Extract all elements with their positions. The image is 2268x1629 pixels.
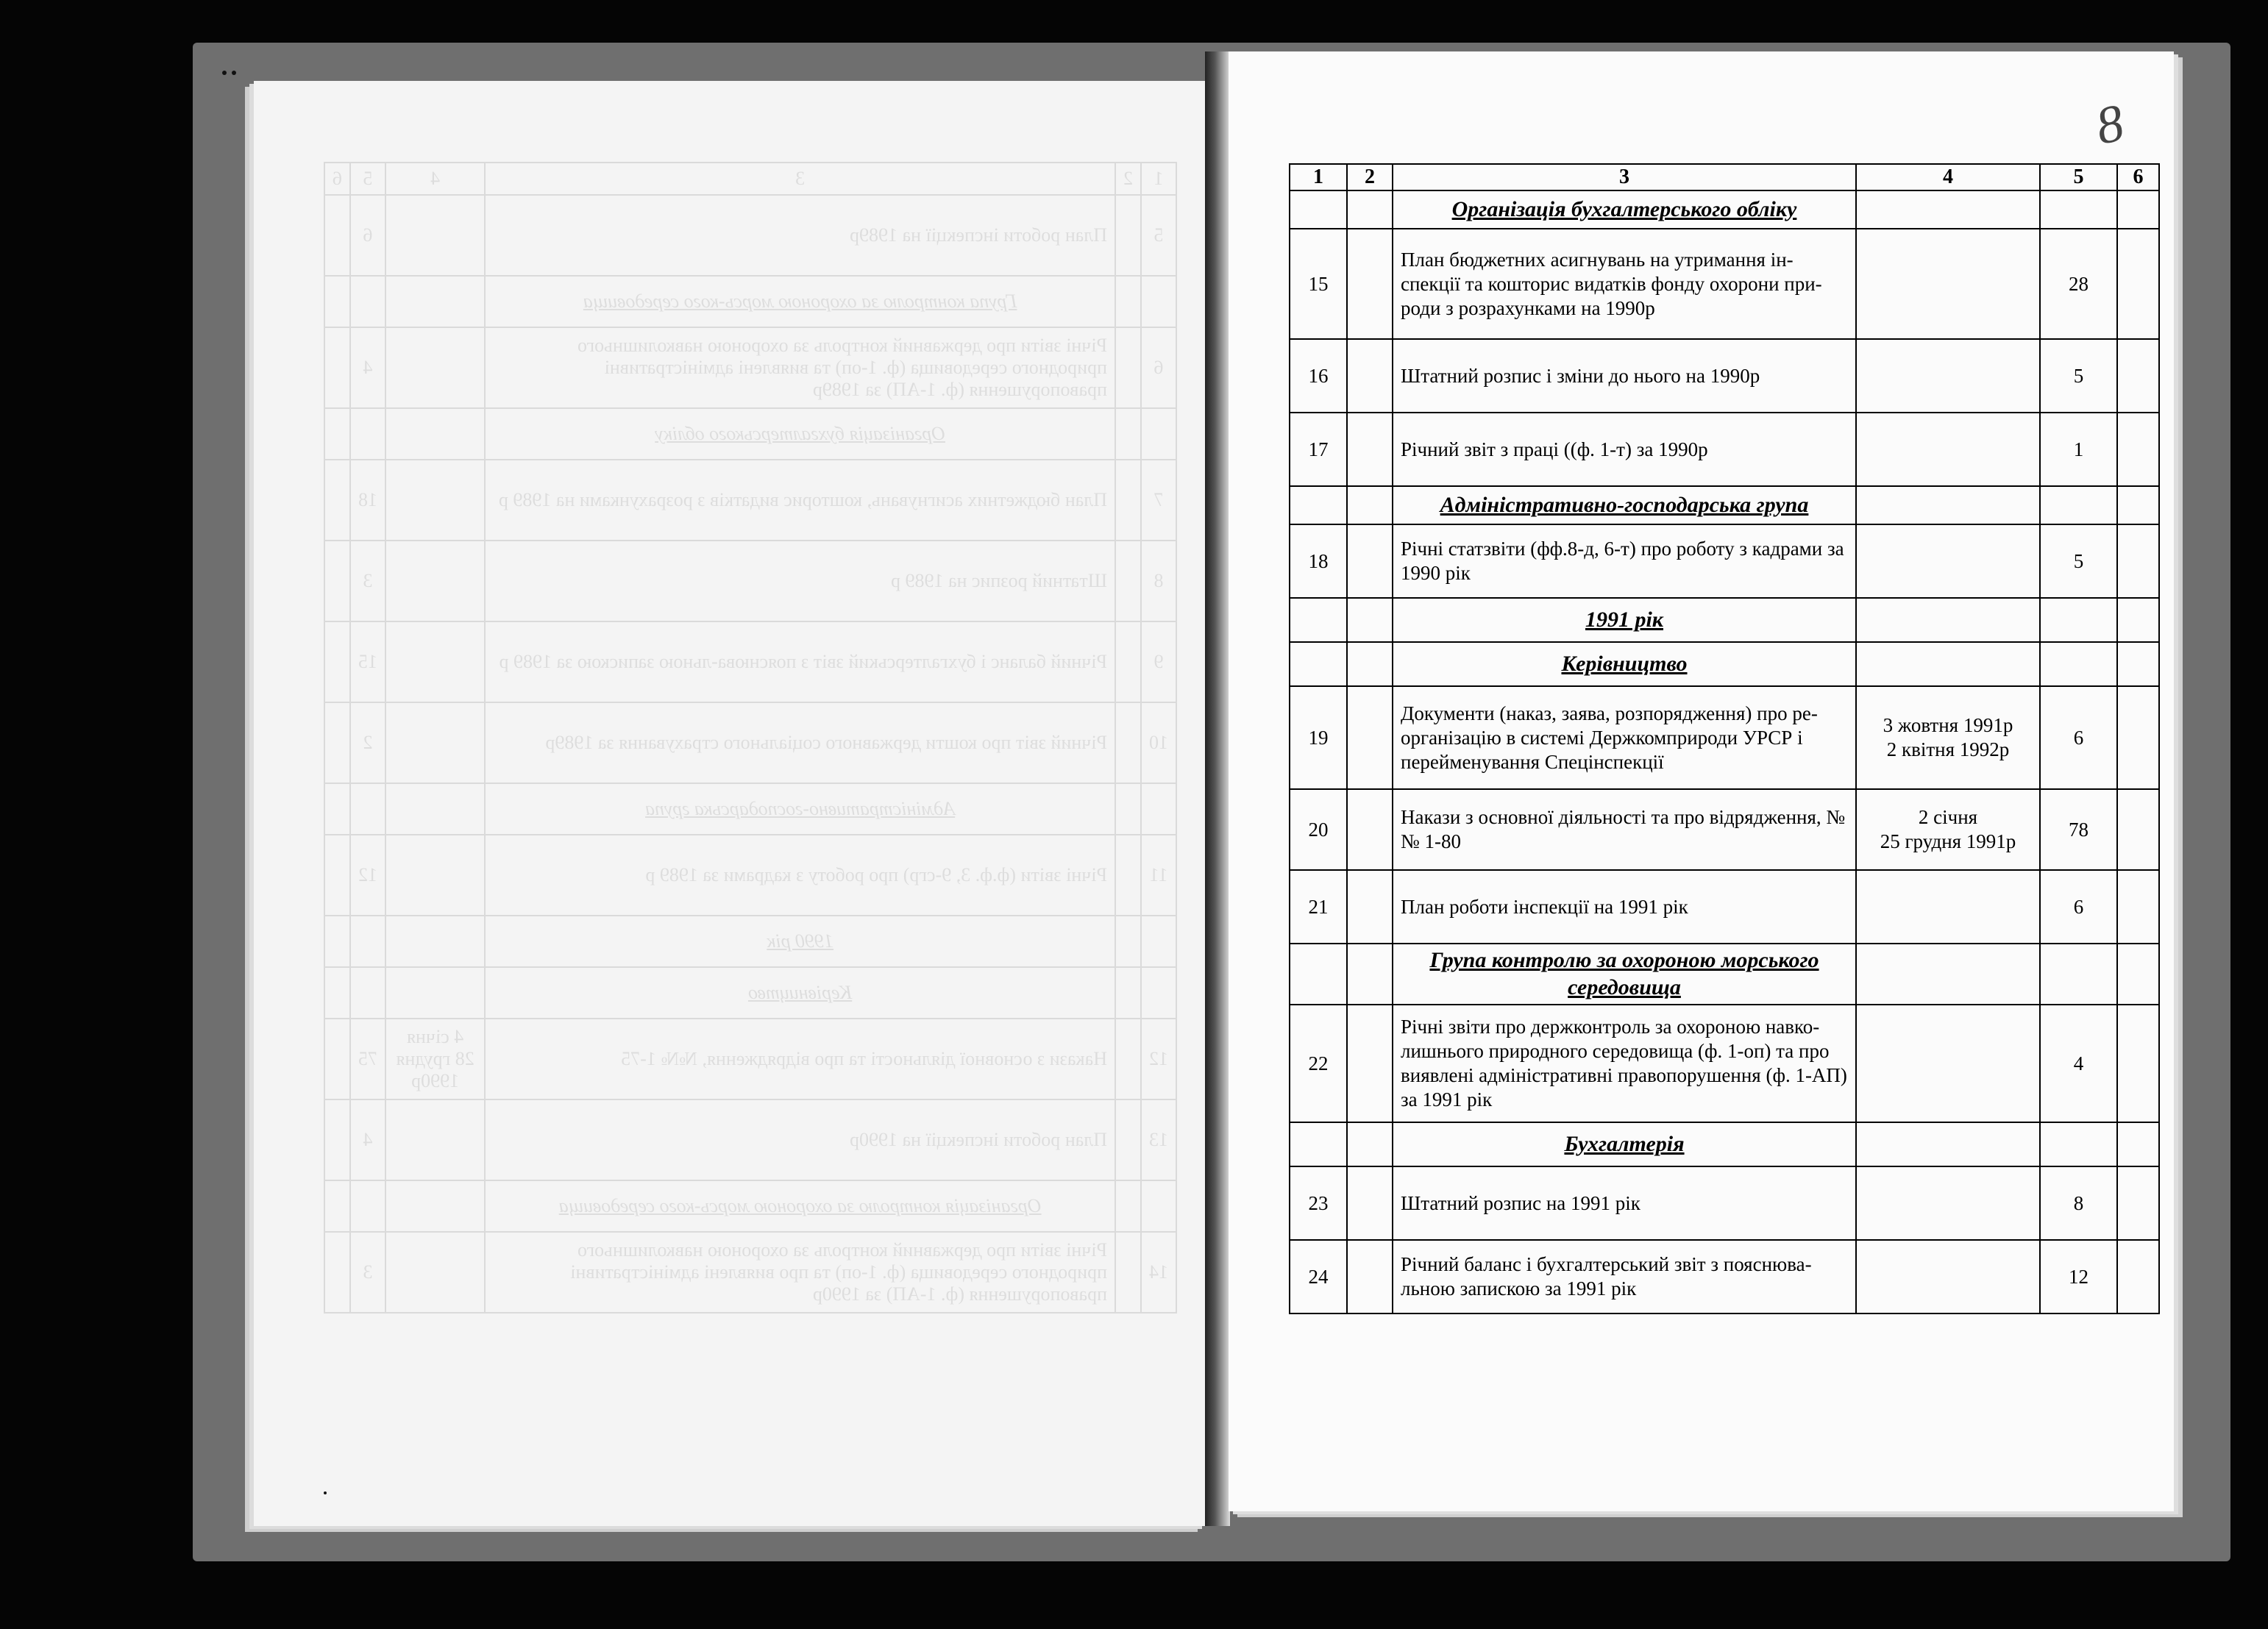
ghost-cell: 15 bbox=[350, 621, 385, 702]
ghost-cell: 75 bbox=[350, 1019, 385, 1099]
item-title-cell: Документи (наказ, заява, розпорядження) про ре-організацію в системі Держкомприроди УРСР і перейменування Спецінспекції bbox=[1393, 686, 1856, 789]
ghost-cell bbox=[385, 702, 485, 783]
ghost-cell bbox=[1115, 327, 1141, 408]
ghost-cell bbox=[1141, 916, 1176, 967]
ghost-row bbox=[324, 621, 1176, 702]
item-sheets-cell: 6 bbox=[2040, 686, 2117, 789]
ghost-cell: 9 bbox=[1141, 621, 1176, 702]
item-notes-cell bbox=[2117, 229, 2159, 339]
ghost-cell bbox=[385, 916, 485, 967]
table-row bbox=[1290, 1240, 2159, 1313]
item-number-cell: 16 bbox=[1290, 339, 1347, 413]
item-notes-cell bbox=[2117, 870, 2159, 944]
section-heading-row bbox=[1290, 944, 2159, 1005]
item-dates-cell bbox=[1856, 1240, 2040, 1313]
col2-cell bbox=[1347, 1166, 1393, 1240]
ghost-cell: Організація бухгалтерського обліку bbox=[485, 408, 1115, 460]
ghost-header-cell: 6 bbox=[324, 163, 350, 195]
table-row bbox=[1290, 870, 2159, 944]
item-number-cell: 22 bbox=[1290, 1005, 1347, 1122]
ghost-cell: 8 bbox=[1141, 541, 1176, 621]
table-row bbox=[1290, 1166, 2159, 1240]
empty-cell bbox=[2040, 642, 2117, 686]
item-sheets-cell: 5 bbox=[2040, 524, 2117, 598]
empty-cell bbox=[2117, 944, 2159, 1005]
section-title: Організація бухгалтерського обліку bbox=[1393, 190, 1856, 229]
ghost-cell bbox=[1141, 967, 1176, 1019]
ghost-cell bbox=[350, 408, 385, 460]
ghost-cell bbox=[385, 195, 485, 276]
ghost-row bbox=[324, 541, 1176, 621]
empty-cell bbox=[1347, 598, 1393, 642]
ghost-cell: Річний звіт про кошти державного соціального страхування за 1989р bbox=[485, 702, 1115, 783]
column-header-6: 6 bbox=[2117, 164, 2159, 190]
ghost-cell bbox=[385, 460, 485, 541]
ghost-cell bbox=[324, 783, 350, 835]
ghost-cell bbox=[324, 967, 350, 1019]
item-dates-cell bbox=[1856, 1166, 2040, 1240]
table-row bbox=[1290, 339, 2159, 413]
ghost-cell bbox=[385, 541, 485, 621]
ghost-cell bbox=[1115, 408, 1141, 460]
item-sheets-cell: 8 bbox=[2040, 1166, 2117, 1240]
ghost-cell bbox=[385, 1099, 485, 1180]
ghost-cell: Організація контролю за охороною морсь-кого середовища bbox=[485, 1180, 1115, 1232]
book-spine-gutter bbox=[1205, 51, 1230, 1526]
column-header-4: 4 bbox=[1856, 164, 2040, 190]
item-sheets-cell: 28 bbox=[2040, 229, 2117, 339]
empty-cell bbox=[1290, 486, 1347, 524]
ghost-row bbox=[324, 916, 1176, 967]
empty-cell bbox=[2040, 598, 2117, 642]
ghost-cell bbox=[350, 916, 385, 967]
item-dates-cell bbox=[1856, 870, 2040, 944]
speck bbox=[222, 71, 227, 75]
empty-cell bbox=[2040, 190, 2117, 229]
column-header-1: 1 bbox=[1290, 164, 1347, 190]
item-sheets-cell: 12 bbox=[2040, 1240, 2117, 1313]
ghost-cell bbox=[1115, 967, 1141, 1019]
item-dates-cell bbox=[1856, 339, 2040, 413]
item-title-cell: Накази з основної діяльності та про відрядження, №№ 1-80 bbox=[1393, 789, 1856, 870]
item-notes-cell bbox=[2117, 686, 2159, 789]
ghost-cell: Адміністративно-господарська група bbox=[485, 783, 1115, 835]
empty-cell bbox=[2117, 598, 2159, 642]
item-title-cell: План роботи інспекції на 1991 рік bbox=[1393, 870, 1856, 944]
ghost-row bbox=[324, 460, 1176, 541]
section-title: Адміністративно-господарська група bbox=[1393, 486, 1856, 524]
ghost-cell: 10 bbox=[1141, 702, 1176, 783]
ghost-cell: План роботи інспекції на 1990р bbox=[485, 1099, 1115, 1180]
ghost-cell bbox=[385, 967, 485, 1019]
ghost-cell: 4 січня 28 грудня 1990р bbox=[385, 1019, 485, 1099]
item-dates-cell bbox=[1856, 413, 2040, 486]
ghost-cell bbox=[324, 541, 350, 621]
ghost-cell bbox=[350, 1180, 385, 1232]
ghost-cell bbox=[324, 835, 350, 916]
section-title: Група контролю за охороною морського середовища bbox=[1393, 944, 1856, 1005]
item-sheets-cell: 5 bbox=[2040, 339, 2117, 413]
item-sheets-cell: 78 bbox=[2040, 789, 2117, 870]
col2-cell bbox=[1347, 686, 1393, 789]
item-sheets-cell: 1 bbox=[2040, 413, 2117, 486]
item-title-cell: Річний звіт з праці ((ф. 1-т) за 1990р bbox=[1393, 413, 1856, 486]
ghost-cell bbox=[1141, 276, 1176, 327]
ghost-cell: 12 bbox=[350, 835, 385, 916]
ghost-cell bbox=[385, 783, 485, 835]
column-header-2: 2 bbox=[1347, 164, 1393, 190]
ghost-cell bbox=[385, 276, 485, 327]
left-page-reverse-side bbox=[254, 81, 1206, 1526]
empty-cell bbox=[1290, 1122, 1347, 1166]
ghost-row bbox=[324, 783, 1176, 835]
ghost-cell: Річні звіти про державний контроль за охороною навколишнього природного середовища (ф. 1-оп) та виявлені адміністративні правопорушення (ф. 1-АП) за 1989р bbox=[485, 327, 1115, 408]
ghost-cell bbox=[1115, 460, 1141, 541]
ghost-cell bbox=[324, 408, 350, 460]
empty-cell bbox=[2117, 1122, 2159, 1166]
bleed-through-text bbox=[324, 162, 1177, 1427]
col2-cell bbox=[1347, 229, 1393, 339]
ghost-cell: 4 bbox=[350, 327, 385, 408]
col2-cell bbox=[1347, 789, 1393, 870]
item-number-cell: 24 bbox=[1290, 1240, 1347, 1313]
item-number-cell: 15 bbox=[1290, 229, 1347, 339]
speck bbox=[324, 1491, 327, 1494]
ghost-cell: Накази з основної діяльності та про відрядження, №№ 1-75 bbox=[485, 1019, 1115, 1099]
item-dates-cell: 3 жовтня 1991р 2 квітня 1992р bbox=[1856, 686, 2040, 789]
ghost-cell: 13 bbox=[1141, 1099, 1176, 1180]
empty-cell bbox=[1856, 598, 2040, 642]
item-notes-cell bbox=[2117, 1240, 2159, 1313]
ghost-row bbox=[324, 1232, 1176, 1313]
empty-cell bbox=[1347, 642, 1393, 686]
empty-cell bbox=[2040, 1122, 2117, 1166]
ghost-row bbox=[324, 835, 1176, 916]
section-heading-row bbox=[1290, 642, 2159, 686]
table-row bbox=[1290, 789, 2159, 870]
item-notes-cell bbox=[2117, 789, 2159, 870]
ghost-cell bbox=[1115, 195, 1141, 276]
ghost-cell: 5 bbox=[1141, 195, 1176, 276]
ghost-cell bbox=[385, 835, 485, 916]
ghost-cell: Річний баланс і бухгалтерський звіт з пояснюва-льною запискою за 1989 р bbox=[485, 621, 1115, 702]
page-number-handwritten: 8 bbox=[2090, 93, 2129, 156]
empty-cell bbox=[2040, 944, 2117, 1005]
col2-cell bbox=[1347, 339, 1393, 413]
item-dates-cell: 2 січня 25 грудня 1991р bbox=[1856, 789, 2040, 870]
empty-cell bbox=[1856, 486, 2040, 524]
ghost-cell bbox=[385, 327, 485, 408]
ghost-cell bbox=[385, 408, 485, 460]
ghost-row bbox=[324, 1180, 1176, 1232]
ghost-cell: Керівництво bbox=[485, 967, 1115, 1019]
column-header-5: 5 bbox=[2040, 164, 2117, 190]
ghost-cell: Штатний розпис на 1989 р bbox=[485, 541, 1115, 621]
item-dates-cell bbox=[1856, 1005, 2040, 1122]
ghost-cell: 3 bbox=[350, 541, 385, 621]
ghost-cell bbox=[324, 460, 350, 541]
ghost-cell bbox=[1115, 916, 1141, 967]
item-title-cell: Річні звіти про держконтроль за охороною навко-лишнього природного середовища (ф. 1-оп) та про виявлені адміністративні правопорушення (ф. 1-АП) за 1991 рік bbox=[1393, 1005, 1856, 1122]
ghost-cell bbox=[350, 783, 385, 835]
item-dates-cell bbox=[1856, 229, 2040, 339]
item-notes-cell bbox=[2117, 1166, 2159, 1240]
ghost-cell bbox=[350, 967, 385, 1019]
section-heading-row bbox=[1290, 598, 2159, 642]
item-notes-cell bbox=[2117, 524, 2159, 598]
ghost-header-cell: 4 bbox=[385, 163, 485, 195]
empty-cell bbox=[2117, 486, 2159, 524]
speck bbox=[232, 71, 236, 75]
ghost-row bbox=[324, 195, 1176, 276]
col2-cell bbox=[1347, 524, 1393, 598]
ghost-cell: 7 bbox=[1141, 460, 1176, 541]
section-heading-row bbox=[1290, 1122, 2159, 1166]
section-title: 1991 рік bbox=[1393, 598, 1856, 642]
ghost-cell bbox=[324, 1099, 350, 1180]
section-heading-row bbox=[1290, 486, 2159, 524]
ghost-header-cell: 5 bbox=[350, 163, 385, 195]
ghost-row bbox=[324, 408, 1176, 460]
empty-cell bbox=[1347, 486, 1393, 524]
ghost-cell bbox=[324, 1180, 350, 1232]
ghost-row bbox=[324, 702, 1176, 783]
section-title: Керівництво bbox=[1393, 642, 1856, 686]
empty-cell bbox=[2117, 642, 2159, 686]
ghost-cell bbox=[324, 916, 350, 967]
item-number-cell: 19 bbox=[1290, 686, 1347, 789]
ghost-cell: 12 bbox=[1141, 1019, 1176, 1099]
ghost-cell bbox=[1115, 1180, 1141, 1232]
ghost-row bbox=[324, 327, 1176, 408]
ghost-cell bbox=[324, 276, 350, 327]
item-number-cell: 23 bbox=[1290, 1166, 1347, 1240]
ghost-header-cell: 1 bbox=[1141, 163, 1176, 195]
ghost-cell bbox=[385, 1232, 485, 1313]
item-dates-cell bbox=[1856, 524, 2040, 598]
ghost-cell bbox=[1115, 1019, 1141, 1099]
ghost-cell bbox=[1115, 1232, 1141, 1313]
empty-cell bbox=[2040, 486, 2117, 524]
column-header-3: 3 bbox=[1393, 164, 1856, 190]
ghost-cell bbox=[1115, 276, 1141, 327]
ghost-cell bbox=[1141, 783, 1176, 835]
ghost-row bbox=[324, 1019, 1176, 1099]
ghost-cell bbox=[1115, 783, 1141, 835]
ghost-cell: 11 bbox=[1141, 835, 1176, 916]
ghost-cell bbox=[1115, 621, 1141, 702]
section-title: Бухгалтерія bbox=[1393, 1122, 1856, 1166]
ghost-cell bbox=[1115, 541, 1141, 621]
empty-cell bbox=[1290, 190, 1347, 229]
ghost-cell bbox=[324, 702, 350, 783]
ghost-cell: Річні звіти (ф.ф. 3, 9-сгр) про роботу з кадрами за 1989 р bbox=[485, 835, 1115, 916]
ghost-cell bbox=[324, 195, 350, 276]
ghost-cell bbox=[324, 1019, 350, 1099]
ghost-header-cell: 3 bbox=[485, 163, 1115, 195]
ghost-row bbox=[324, 967, 1176, 1019]
ghost-row bbox=[324, 1099, 1176, 1180]
ghost-cell bbox=[324, 1232, 350, 1313]
ghost-cell bbox=[1115, 1099, 1141, 1180]
empty-cell bbox=[1347, 944, 1393, 1005]
empty-cell bbox=[1856, 1122, 2040, 1166]
col2-cell bbox=[1347, 1005, 1393, 1122]
section-heading-row bbox=[1290, 190, 2159, 229]
item-notes-cell bbox=[2117, 339, 2159, 413]
empty-cell bbox=[1347, 190, 1393, 229]
ghost-cell bbox=[385, 1180, 485, 1232]
ghost-cell: 2 bbox=[350, 702, 385, 783]
ghost-header-cell: 2 bbox=[1115, 163, 1141, 195]
empty-cell bbox=[1290, 944, 1347, 1005]
archive-inventory-table bbox=[1289, 163, 2160, 1314]
col2-cell bbox=[1347, 413, 1393, 486]
empty-cell bbox=[1856, 944, 2040, 1005]
item-title-cell: Штатний розпис і зміни до нього на 1990р bbox=[1393, 339, 1856, 413]
item-title-cell: Штатний розпис на 1991 рік bbox=[1393, 1166, 1856, 1240]
ghost-cell: 14 bbox=[1141, 1232, 1176, 1313]
ghost-cell bbox=[385, 621, 485, 702]
ghost-cell: 4 bbox=[350, 1099, 385, 1180]
item-number-cell: 20 bbox=[1290, 789, 1347, 870]
ghost-cell bbox=[1115, 835, 1141, 916]
ghost-cell: Група контролю за охороною морсь-кого середовища bbox=[485, 276, 1115, 327]
item-sheets-cell: 4 bbox=[2040, 1005, 2117, 1122]
table-row bbox=[1290, 1005, 2159, 1122]
ghost-cell: 3 bbox=[350, 1232, 385, 1313]
item-number-cell: 17 bbox=[1290, 413, 1347, 486]
ghost-cell: 6 bbox=[1141, 327, 1176, 408]
empty-cell bbox=[1290, 642, 1347, 686]
ghost-cell bbox=[1141, 408, 1176, 460]
ghost-cell: 18 bbox=[350, 460, 385, 541]
table-row bbox=[1290, 686, 2159, 789]
empty-cell bbox=[1856, 190, 2040, 229]
table-row bbox=[1290, 524, 2159, 598]
empty-cell bbox=[1290, 598, 1347, 642]
empty-cell bbox=[2117, 190, 2159, 229]
col2-cell bbox=[1347, 1240, 1393, 1313]
item-number-cell: 21 bbox=[1290, 870, 1347, 944]
item-number-cell: 18 bbox=[1290, 524, 1347, 598]
ghost-cell bbox=[324, 621, 350, 702]
table-row bbox=[1290, 413, 2159, 486]
item-title-cell: Річний баланс і бухгалтерський звіт з пояснюва-льною запискою за 1991 рік bbox=[1393, 1240, 1856, 1313]
item-notes-cell bbox=[2117, 413, 2159, 486]
item-notes-cell bbox=[2117, 1005, 2159, 1122]
ghost-cell bbox=[324, 327, 350, 408]
empty-cell bbox=[1347, 1122, 1393, 1166]
ghost-cell: План роботи інспекції на 1989р bbox=[485, 195, 1115, 276]
empty-cell bbox=[1856, 642, 2040, 686]
item-title-cell: План бюджетних асигнувань на утримання ін-спекції та кошторис видатків фонду охорони при-роди з розрахунками на 1990р bbox=[1393, 229, 1856, 339]
col2-cell bbox=[1347, 870, 1393, 944]
item-title-cell: Річні статзвіти (фф.8-д, 6-т) про роботу з кадрами за 1990 рік bbox=[1393, 524, 1856, 598]
ghost-cell: 1990 рік bbox=[485, 916, 1115, 967]
table-header-row bbox=[1290, 164, 2159, 190]
ghost-cell: План бюджетних асигнувань, кошторис видатків з розрахунками на 1989 р bbox=[485, 460, 1115, 541]
ghost-cell: 6 bbox=[350, 195, 385, 276]
ghost-header-row bbox=[324, 163, 1176, 195]
ghost-cell bbox=[1141, 1180, 1176, 1232]
ghost-cell: Річні звіти про державний контроль за охороною навколишнього природного середовища (ф. 1-оп) та про виявлені адміністративні правопорушення (ф. 1-АП) за 1990р bbox=[485, 1232, 1115, 1313]
table-row bbox=[1290, 229, 2159, 339]
ghost-cell bbox=[1115, 702, 1141, 783]
item-sheets-cell: 6 bbox=[2040, 870, 2117, 944]
ghost-row bbox=[324, 276, 1176, 327]
ghost-cell bbox=[350, 276, 385, 327]
